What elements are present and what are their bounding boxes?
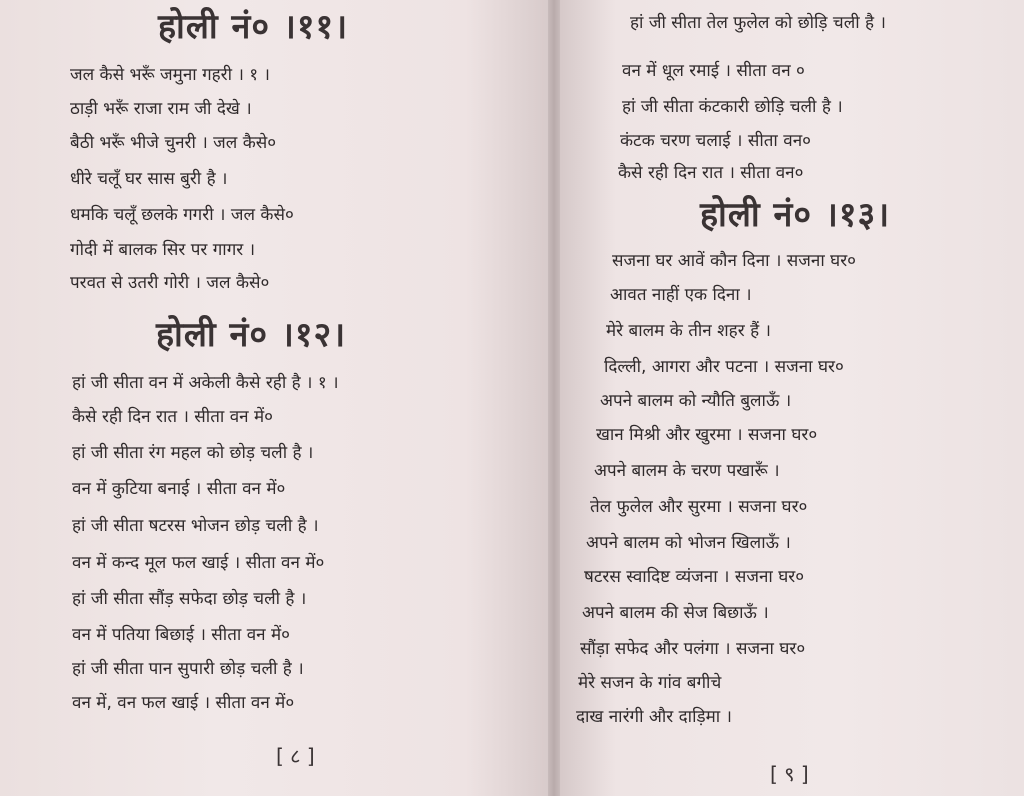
right-page xyxy=(560,0,1024,796)
page-number-left: [ ८ ] xyxy=(276,744,315,768)
holi-13-line-11: अपने बालम की सेज बिछाऊँ । xyxy=(582,603,769,623)
holi-12-line-5: हां जी सीता षटरस भोजन छोड़ चली है । xyxy=(72,516,319,536)
right-top-line-4: कंटक चरण चलाई । सीता वन० xyxy=(620,131,811,151)
holi-11-line-6: गोदी में बालक सिर पर गागर । xyxy=(70,240,256,260)
holi-13-line-13: मेरे सजन के गांव बगीचे xyxy=(578,673,722,693)
holi-11-line-2: ठाड़ी भरूँ राजा राम जी देखे । xyxy=(70,99,252,119)
holi-11-line-5: धमकि चलूँ छलके गगरी । जल कैसे० xyxy=(70,205,294,225)
holi-13-line-6: खान मिश्री और खुरमा । सजना घर० xyxy=(596,425,818,445)
right-top-line-2: वन में धूल रमाई । सीता वन ० xyxy=(622,61,805,81)
holi-13-line-14: दाख नारंगी और दाड़िमा । xyxy=(576,707,732,727)
heading-holi-11: होली नं० ।११। xyxy=(158,7,349,47)
right-top-line-1: हां जी सीता तेल फुलेल को छोड़ि चली है । xyxy=(630,13,886,33)
holi-13-line-9: अपने बालम को भोजन खिलाऊँ । xyxy=(586,533,791,553)
heading-holi-13: होली नं० ।१३। xyxy=(700,195,891,235)
right-top-line-5: कैसे रही दिन रात । सीता वन० xyxy=(618,163,804,183)
holi-13-line-2: आवत नाहीं एक दिना । xyxy=(610,285,752,305)
heading-holi-12: होली नं० ।१२। xyxy=(156,315,347,355)
holi-13-line-4: दिल्ली, आगरा और पटना । सजना घर० xyxy=(604,357,844,377)
holi-13-line-12: सौंड़ा सफेद और पलंगा । सजना घर० xyxy=(580,639,806,659)
page-number-right: [ ९ ] xyxy=(770,762,809,786)
holi-13-line-5: अपने बालम को न्यौति बुलाऊँ । xyxy=(600,391,792,411)
holi-12-line-2: कैसे रही दिन रात । सीता वन में० xyxy=(72,407,273,427)
holi-12-line-4: वन में कुटिया बनाई । सीता वन में० xyxy=(72,479,286,499)
right-top-line-3: हां जी सीता कंटकारी छोड़ि चली है । xyxy=(622,97,843,117)
holi-13-line-3: मेरे बालम के तीन शहर हैं । xyxy=(606,321,771,341)
holi-12-line-9: हां जी सीता पान सुपारी छोड़ चली है । xyxy=(72,659,304,679)
book-spine xyxy=(548,0,560,796)
holi-11-line-1: जल कैसे भरूँ जमुना गहरी । १ । xyxy=(70,65,270,85)
holi-12-line-1: हां जी सीता वन में अकेली कैसे रही है । १ । xyxy=(72,373,339,393)
holi-12-line-10: वन में, वन फल खाई । सीता वन में० xyxy=(72,693,295,713)
holi-12-line-6: वन में कन्द मूल फल खाई । सीता वन में० xyxy=(72,553,325,573)
holi-13-line-10: षटरस स्वादिष्ट व्यंजना । सजना घर० xyxy=(584,567,805,587)
holi-12-line-8: वन में पतिया बिछाई । सीता वन में० xyxy=(72,625,290,645)
holi-12-line-7: हां जी सीता सौंड़ सफेदा छोड़ चली है । xyxy=(72,589,307,609)
holi-11-line-7: परवत से उतरी गोरी । जल कैसे० xyxy=(70,273,270,293)
holi-11-line-3: बैठी भरूँ भीजे चुनरी । जल कैसे० xyxy=(70,133,277,153)
holi-13-line-8: तेल फुलेल और सुरमा । सजना घर० xyxy=(590,497,808,517)
holi-12-line-3: हां जी सीता रंग महल को छोड़ चली है । xyxy=(72,443,314,463)
holi-11-line-4: धीरे चलूँ घर सास बुरी है । xyxy=(70,169,228,189)
holi-13-line-7: अपने बालम के चरण पखारूँ । xyxy=(594,461,780,481)
holi-13-line-1: सजना घर आवें कौन दिना । सजना घर० xyxy=(612,251,856,271)
